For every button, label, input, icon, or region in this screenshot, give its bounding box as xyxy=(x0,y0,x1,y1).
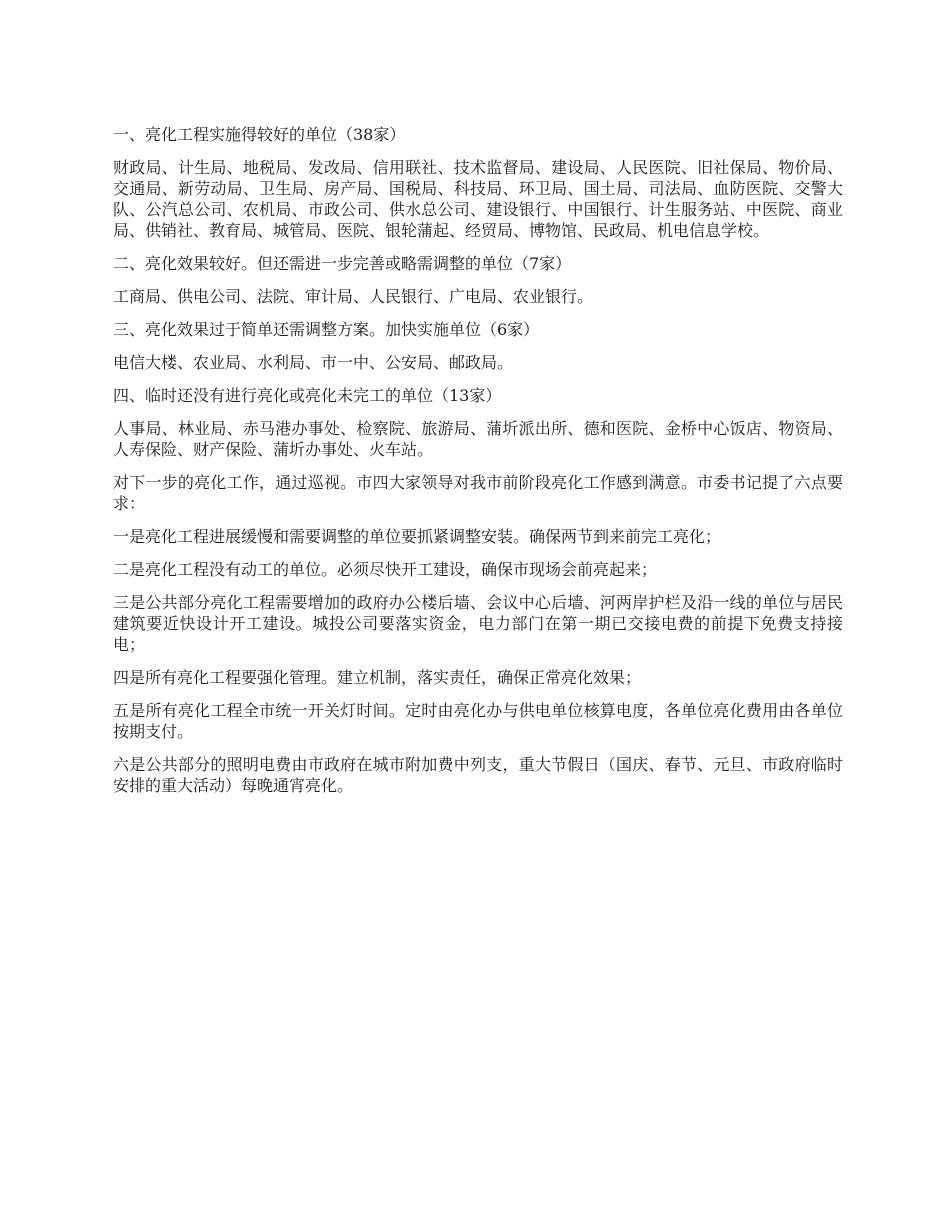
section-heading-3: 三、亮化效果过于简单还需调整方案。加快实施单位（6家） xyxy=(113,320,540,339)
requirement-1: 一是亮化工程进展缓慢和需要调整的单位要抓紧调整安装。确保两节到来前完工亮化； xyxy=(113,527,722,546)
requirement-6: 六是公共部分的照明电费由市政府在城市附加费中列支，重大节假日（国庆、春节、元旦、市政府临时安排的重大活动）每晚通宵亮化。 xyxy=(113,755,843,795)
unit-list-3: 电信大楼、农业局、水利局、市一中、公安局、邮政局。 xyxy=(113,353,514,372)
section-heading-1: 一、亮化工程实施得较好的单位（38家） xyxy=(113,125,406,144)
document-body xyxy=(113,124,843,808)
unit-list-2: 工商局、供电公司、法院、审计局、人民银行、广电局、农业银行。 xyxy=(113,287,594,306)
section-heading-4: 四、临时还没有进行亮化或亮化未完工的单位（13家） xyxy=(113,386,502,405)
section-heading-2: 二、亮化效果较好。但还需进一步完善或略需调整的单位（7家） xyxy=(113,254,572,273)
requirement-5: 五是所有亮化工程全市统一开关灯时间。定时由亮化办与供电单位核算电度，各单位亮化费用由各单位按期支付。 xyxy=(113,701,843,741)
intro-paragraph: 对下一步的亮化工作，通过巡视。市四大家领导对我市前阶段亮化工作感到满意。市委书记提了六点要求： xyxy=(113,473,843,513)
requirement-3: 三是公共部分亮化工程需要增加的政府办公楼后墙、会议中心后墙、河两岸护栏及沿一线的单位与居民建筑要近快设计开工建设。城投公司要落实资金，电力部门在第一期已交接电费的前提下免费支持接电； xyxy=(113,593,843,654)
unit-list-1: 财政局、计生局、地税局、发改局、信用联社、技术监督局、建设局、人民医院、旧社保局、物价局、交通局、新劳动局、卫生局、房产局、国税局、科技局、环卫局、国土局、司法局、血防医院、交警大队、公汽总公司、农机局、市政公司、供水总公司、建设银行、中国银行、计生服务站、中医院、商业局、供销社、教育局、城管局、医院、银轮蒲起、经贸局、博物馆、民政局、机电信息学校。 xyxy=(113,158,843,240)
unit-list-4: 人事局、林业局、赤马港办事处、检察院、旅游局、蒲圻派出所、德和医院、金桥中心饭店、物资局、人寿保险、财产保险、蒲圻办事处、火车站。 xyxy=(113,419,843,459)
requirement-4: 四是所有亮化工程要强化管理。建立机制，落实责任，确保正常亮化效果； xyxy=(113,668,642,687)
requirement-2: 二是亮化工程没有动工的单位。必须尽快开工建设，确保市现场会前亮起来； xyxy=(113,560,658,579)
